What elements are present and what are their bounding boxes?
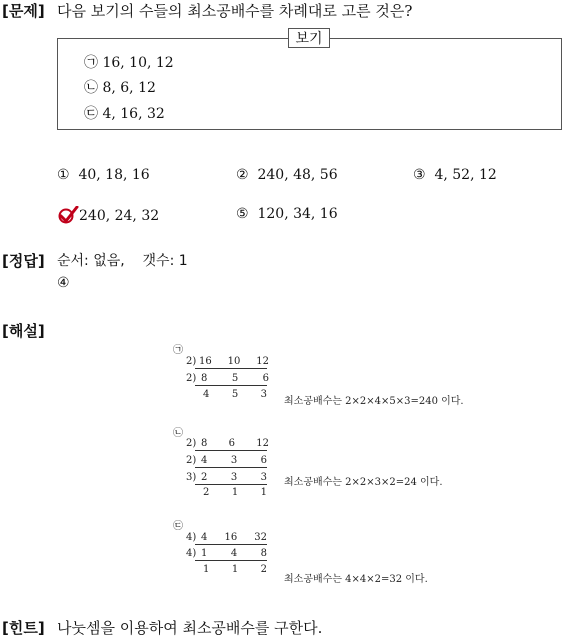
division-divisor: 2) — [186, 356, 197, 367]
explanation-sentence: 최소공배수는 2×2×3×2=24 이다. — [284, 477, 443, 488]
division-number: 6 — [228, 438, 235, 449]
example-box-title: 보기 — [288, 28, 330, 48]
division-number: 32 — [254, 532, 267, 543]
question-tag: [문제] — [2, 2, 45, 20]
division-row — [201, 472, 267, 483]
choice-2[interactable] — [236, 167, 338, 183]
division-result — [203, 487, 267, 498]
example-marker: ㉢ — [84, 106, 98, 122]
division-number: 12 — [256, 438, 269, 449]
choice-value: 40, 18, 16 — [78, 167, 150, 183]
explanation-marker: ㉡ — [173, 428, 183, 439]
division-divisor: 2) — [186, 373, 197, 384]
choice-value: 240, 24, 32 — [79, 208, 160, 224]
answer-tag: [정답] — [2, 252, 45, 270]
choice-marker: ⑤ — [236, 206, 249, 222]
division-number: 4 — [230, 548, 238, 559]
division-number: 1 — [203, 564, 210, 575]
division-result — [203, 389, 267, 400]
division-row — [201, 532, 267, 543]
division-number: 1 — [231, 564, 239, 575]
division-line — [195, 450, 267, 451]
division-number: 8 — [201, 373, 208, 384]
example-marker: ㉡ — [84, 80, 98, 96]
choice-marker: ② — [236, 167, 249, 183]
answer-value: ④ — [57, 275, 70, 291]
division-number: 3 — [230, 455, 238, 466]
division-row — [201, 455, 267, 466]
example-marker: ㉠ — [84, 55, 98, 71]
explanation-marker: ㉠ — [173, 345, 183, 356]
division-number: 16 — [224, 532, 238, 543]
choice-value: 240, 48, 56 — [257, 167, 338, 183]
division-number: 1 — [260, 487, 267, 498]
division-number: 3 — [260, 472, 267, 483]
division-line — [195, 467, 267, 468]
division-number: 3 — [260, 389, 267, 400]
division-number: 4 — [203, 389, 210, 400]
answer-meta — [57, 250, 188, 270]
division-number: 2 — [203, 487, 210, 498]
division-line — [195, 385, 267, 386]
example-value: 16, 10, 12 — [102, 55, 174, 71]
example-item-2 — [84, 77, 156, 97]
question-text: 다음 보기의 수들의 최소공배수를 차례대로 고른 것은? — [57, 2, 413, 20]
example-value: 4, 16, 32 — [102, 106, 165, 122]
hint-tag: [힌트] — [2, 619, 45, 637]
division-number: 4 — [201, 532, 208, 543]
division-row — [201, 438, 269, 449]
division-number: 5 — [231, 373, 239, 384]
division-number: 2 — [201, 472, 208, 483]
example-item-3 — [84, 103, 165, 123]
example-item-1 — [84, 52, 174, 72]
division-number: 6 — [262, 373, 269, 384]
division-divisor: 2) — [186, 455, 197, 466]
division-row — [201, 548, 267, 559]
division-row — [199, 356, 269, 367]
division-line — [195, 560, 267, 561]
division-number: 16 — [199, 356, 212, 367]
checkmark-icon — [57, 206, 79, 224]
division-number: 1 — [201, 548, 208, 559]
choice-marker: ① — [57, 167, 70, 183]
division-number: 12 — [256, 356, 269, 367]
division-divisor: 3) — [186, 472, 197, 483]
answer-count: 갯수: 1 — [142, 253, 188, 269]
choice-marker: ③ — [413, 167, 426, 183]
explanation-tag: [해설] — [2, 322, 45, 340]
division-number: 3 — [230, 472, 238, 483]
choice-value: 120, 34, 16 — [257, 206, 338, 222]
division-divisor: 4) — [186, 548, 197, 559]
division-divisor: 4) — [186, 532, 197, 543]
division-result — [203, 564, 267, 575]
division-number: 2 — [260, 564, 267, 575]
division-number: 4 — [201, 455, 208, 466]
example-value: 8, 6, 12 — [102, 80, 156, 96]
choice-value: 4, 52, 12 — [434, 167, 497, 183]
division-number: 8 — [201, 438, 208, 449]
division-number: 5 — [231, 389, 239, 400]
choice-5[interactable] — [236, 206, 338, 222]
division-number: 8 — [260, 548, 267, 559]
division-number: 6 — [260, 455, 267, 466]
division-line — [195, 368, 267, 369]
explanation-sentence: 최소공배수는 2×2×4×5×3=240 이다. — [284, 396, 464, 407]
division-number: 1 — [231, 487, 239, 498]
explanation-marker: ㉢ — [173, 521, 183, 532]
answer-order: 순서: 없음, — [57, 253, 125, 269]
division-row — [201, 373, 269, 384]
division-line — [195, 484, 267, 485]
choice-1[interactable] — [57, 167, 150, 183]
choice-3[interactable] — [413, 167, 497, 183]
explanation-sentence: 최소공배수는 4×4×2=32 이다. — [284, 574, 428, 585]
hint-text: 나눗셈을 이용하여 최소공배수를 구한다. — [57, 619, 323, 637]
division-divisor: 2) — [186, 438, 197, 449]
choice-4[interactable] — [57, 206, 159, 224]
division-number: 10 — [227, 356, 241, 367]
division-line — [195, 544, 267, 545]
